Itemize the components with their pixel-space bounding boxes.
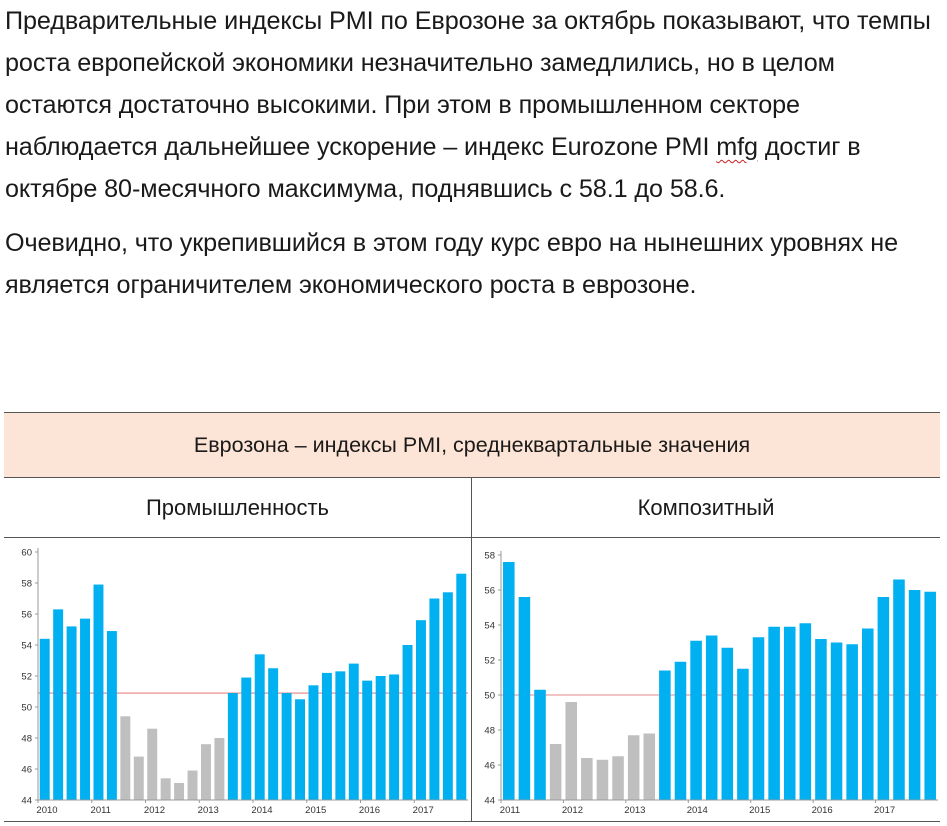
composite-bar xyxy=(768,627,780,800)
composite-y-tick-label: 44 xyxy=(484,795,495,807)
manufacturing-y-tick-label: 50 xyxy=(21,702,32,714)
composite-bar xyxy=(784,627,796,800)
manufacturing-bar xyxy=(362,681,372,800)
composite-bar xyxy=(690,641,702,800)
composite-bar xyxy=(831,643,843,801)
composite-bar xyxy=(519,597,531,800)
composite-bar xyxy=(597,760,609,800)
paragraph-1 xyxy=(5,0,940,210)
manufacturing-bar xyxy=(268,668,278,800)
table-header: Еврозона – индексы PMI, среднеквартальные значения xyxy=(4,413,940,478)
composite-y-tick-label: 54 xyxy=(484,620,495,632)
manufacturing-year-label: 2010 xyxy=(36,805,58,816)
manufacturing-bar xyxy=(349,664,359,800)
manufacturing-title: Промышленность xyxy=(4,478,471,538)
composite-bar xyxy=(924,592,936,800)
manufacturing-bar xyxy=(107,631,117,800)
paragraph-1-part-2: достиг в октябре 80-месячного максимума, поднявшись с 58.1 до 58.6. xyxy=(5,133,861,203)
composite-column xyxy=(472,478,940,821)
composite-year-label: 2015 xyxy=(749,805,771,816)
manufacturing-bar xyxy=(174,783,184,800)
composite-bar xyxy=(862,629,874,801)
manufacturing-y-tick-label: 54 xyxy=(21,640,32,652)
manufacturing-bar xyxy=(201,744,211,800)
manufacturing-bar xyxy=(161,778,171,800)
manufacturing-bar xyxy=(295,699,305,800)
manufacturing-bar xyxy=(40,639,50,800)
composite-bar xyxy=(800,623,812,800)
manufacturing-bar xyxy=(282,693,292,800)
composite-bar xyxy=(753,637,765,800)
composite-year-label: 2016 xyxy=(811,805,833,816)
manufacturing-bar xyxy=(228,693,238,800)
composite-y-tick-label: 56 xyxy=(484,585,495,597)
composite-bar xyxy=(643,734,655,801)
manufacturing-bar xyxy=(322,673,332,800)
composite-year-label: 2011 xyxy=(499,805,521,816)
manufacturing-pmi-chart xyxy=(4,538,471,821)
composite-bar xyxy=(565,702,577,800)
manufacturing-y-tick-label: 46 xyxy=(21,764,32,776)
composite-y-tick-label: 48 xyxy=(484,725,495,737)
manufacturing-year-label: 2017 xyxy=(412,805,434,816)
manufacturing-year-label: 2016 xyxy=(358,805,381,816)
composite-bar xyxy=(659,671,671,801)
composite-bar xyxy=(503,562,515,800)
manufacturing-bar xyxy=(456,574,466,800)
manufacturing-bar xyxy=(389,674,399,800)
manufacturing-y-tick-label: 44 xyxy=(21,795,32,807)
manufacturing-bar xyxy=(416,620,426,800)
manufacturing-bar xyxy=(376,676,386,800)
manufacturing-year-label: 2015 xyxy=(305,805,327,816)
composite-bar xyxy=(893,580,905,801)
composite-bar xyxy=(628,735,640,800)
manufacturing-bar xyxy=(241,678,251,800)
article-text xyxy=(5,0,940,306)
composite-y-tick-label: 50 xyxy=(484,690,495,702)
spellcheck-marked-word: mfg xyxy=(716,133,758,161)
paragraph-2: Очевидно, что укрепившийся в этом году курс евро на нынешних уровнях не является ограничителем экономического роста в еврозоне. xyxy=(5,229,898,299)
composite-bar xyxy=(909,590,921,800)
composite-y-tick-label: 46 xyxy=(484,760,495,772)
composite-bar xyxy=(550,744,562,800)
composite-bar xyxy=(737,669,749,800)
composite-y-tick-label: 52 xyxy=(484,655,495,667)
manufacturing-bar xyxy=(80,619,90,800)
manufacturing-bar xyxy=(214,738,224,800)
manufacturing-bar xyxy=(255,654,265,800)
manufacturing-year-label: 2012 xyxy=(143,805,166,816)
manufacturing-bar xyxy=(147,729,157,800)
manufacturing-y-tick-label: 60 xyxy=(21,547,32,559)
manufacturing-y-tick-label: 48 xyxy=(21,733,32,745)
manufacturing-bar xyxy=(93,585,103,800)
manufacturing-bar xyxy=(120,716,130,800)
manufacturing-year-label: 2013 xyxy=(197,805,219,816)
composite-y-tick-label: 58 xyxy=(484,550,495,562)
paragraph-1-part-1: Предварительные индексы PMI по Еврозоне за октябрь показывают, что темпы роста европейской экономики незначительно замедлились, но в целом остаются достаточно высокими. При этом в промышленном секторе наблюдается дальнейшее ускорение – индекс Eurozone PMI xyxy=(5,7,931,161)
composite-year-label: 2014 xyxy=(686,805,708,816)
composite-bar xyxy=(815,639,827,800)
composite-bar xyxy=(534,690,546,800)
composite-bar xyxy=(722,648,734,800)
composite-bar xyxy=(581,758,593,800)
composite-bar xyxy=(878,597,890,800)
manufacturing-bar xyxy=(403,645,413,800)
composite-bar xyxy=(846,644,858,800)
composite-year-label: 2012 xyxy=(561,805,583,816)
pmi-table xyxy=(4,412,940,822)
manufacturing-y-tick-label: 52 xyxy=(21,671,32,683)
manufacturing-bar xyxy=(308,685,318,800)
composite-pmi-chart xyxy=(472,538,940,821)
manufacturing-bar xyxy=(429,599,439,801)
composite-year-label: 2017 xyxy=(874,805,896,816)
composite-bar xyxy=(612,756,624,800)
manufacturing-bar xyxy=(53,609,63,800)
composite-bar xyxy=(706,636,718,801)
manufacturing-bar xyxy=(134,757,144,800)
manufacturing-y-tick-label: 56 xyxy=(21,609,32,621)
manufacturing-bar xyxy=(443,592,453,800)
composite-year-label: 2013 xyxy=(624,805,646,816)
composite-title: Композитный xyxy=(472,478,940,538)
manufacturing-bar xyxy=(67,626,77,800)
manufacturing-column xyxy=(4,478,472,821)
manufacturing-y-tick-label: 58 xyxy=(21,578,32,590)
manufacturing-bar xyxy=(188,771,198,800)
manufacturing-bar xyxy=(335,671,345,800)
manufacturing-year-label: 2011 xyxy=(90,805,111,816)
composite-bar xyxy=(675,662,687,800)
manufacturing-year-label: 2014 xyxy=(251,805,273,816)
